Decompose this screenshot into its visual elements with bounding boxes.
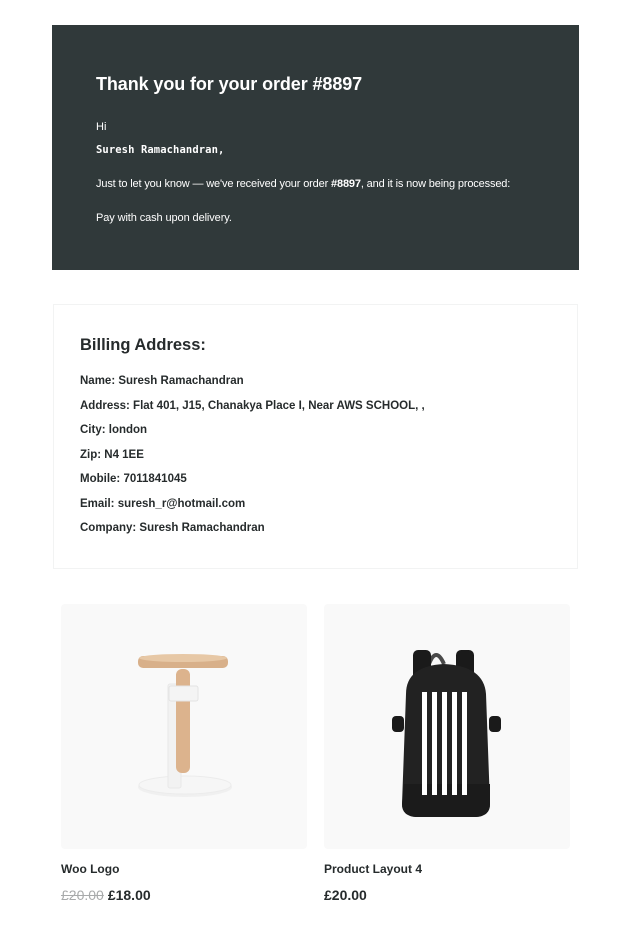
sale-price: £18.00	[107, 887, 151, 903]
billing-address: Address: Flat 401, J15, Chanakya Place I, Near AWS SCHOOL, ,	[80, 400, 425, 412]
billing-name: Name: Suresh Ramachandran	[80, 375, 244, 387]
order-status-message	[96, 178, 510, 190]
product-name[interactable]: Product Layout 4	[324, 862, 423, 876]
order-header-banner	[52, 25, 579, 270]
billing-zip: Zip: N4 1EE	[80, 449, 144, 461]
product-card[interactable]	[324, 604, 570, 903]
billing-company: Company: Suresh Ramachandran	[80, 522, 265, 534]
order-title: Thank you for your order #8897	[96, 74, 363, 94]
product-price	[61, 887, 151, 903]
product-price	[324, 887, 367, 903]
message-suffix: , and it is now being processed:	[360, 178, 511, 190]
customer-name: Suresh Ramachandran,	[96, 144, 225, 156]
billing-title: Billing Address:	[80, 336, 206, 354]
billing-address-card	[53, 304, 578, 569]
backpack-image[interactable]	[324, 604, 570, 849]
backpack-icon	[324, 604, 570, 849]
billing-email: Email: suresh_r@hotmail.com	[80, 498, 246, 510]
message-prefix: Just to let you know — we've received your order	[96, 178, 332, 190]
message-order-number: #8897	[331, 178, 361, 190]
original-price: £20.00	[61, 887, 104, 903]
product-name[interactable]: Woo Logo	[61, 862, 120, 876]
stool-icon	[61, 604, 307, 849]
billing-mobile: Mobile: 7011841045	[80, 473, 187, 485]
product-card[interactable]	[61, 604, 307, 903]
payment-method-note: Pay with cash upon delivery.	[96, 212, 232, 224]
stool-image[interactable]	[61, 604, 307, 849]
billing-city: City: london	[80, 424, 148, 436]
greeting-text: Hi	[96, 121, 107, 133]
price: £20.00	[324, 887, 367, 903]
